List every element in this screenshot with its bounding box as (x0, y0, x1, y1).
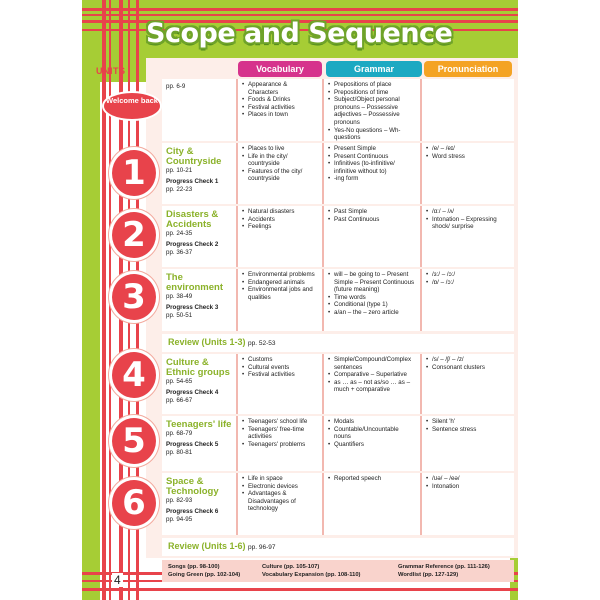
table-row-unit-1 (162, 143, 514, 204)
grammar-header: Grammar (326, 61, 422, 77)
green-side-band (82, 0, 100, 600)
pages-ref: pp. 22-23 (166, 186, 193, 193)
vocabulary-cell (236, 143, 322, 204)
list-item: • Natural disasters (242, 208, 318, 216)
list-item: • a/an – the – zero article (328, 309, 416, 317)
pages-ref: pp. 50-51 (166, 312, 193, 319)
units-cell (162, 206, 236, 267)
list-item: • Environmental problems (242, 271, 318, 279)
review-pages: pp. 96-97 (248, 544, 276, 551)
progress-check: Progress Check 1 (166, 178, 219, 185)
pages-ref: pp. 94-95 (166, 516, 193, 523)
vocabulary-cell (236, 473, 322, 535)
unit-number-badge: 3 (112, 274, 156, 320)
unit-title: Space & Technology (166, 476, 219, 497)
list-item: • will – be going to – Present Simple – Present Continuous (future meaning) (328, 271, 416, 294)
vocabulary-cell (236, 416, 322, 471)
unit-number-badge: 4 (112, 352, 156, 398)
grammar-cell (322, 473, 420, 535)
list-item: • Advantages & Disadvantages of technology (242, 490, 318, 513)
pronunciation-cell (420, 143, 514, 204)
footer-link-wordlist: Wordlist (pp. 127-129) (398, 572, 459, 578)
list-item: • /ɒ/ – /ɔ:/ (426, 279, 510, 287)
list-item: • Intonation (426, 483, 510, 491)
grammar-cell (322, 206, 420, 267)
list-item: • Places in town (242, 111, 318, 119)
red-stripe (82, 14, 518, 16)
pages-ref: pp. 38-49 (166, 293, 193, 300)
list-item: • Prepositions of time (328, 89, 416, 97)
grammar-cell (322, 416, 420, 471)
pages-ref: pp. 80-81 (166, 449, 193, 456)
list-item: • /ʊə/ – /eə/ (426, 475, 510, 483)
vocabulary-cell (236, 206, 322, 267)
list-item: • Life in space (242, 475, 318, 483)
list-item: • Prepositions of place (328, 81, 416, 89)
units-cell (162, 473, 236, 535)
list-item: • Feelings (242, 223, 318, 231)
page-number: 4 (114, 573, 121, 587)
progress-check: Progress Check 3 (166, 304, 219, 311)
table-row-unit-4 (162, 354, 514, 414)
list-item: • /ɜ:/ – /ɔ:/ (426, 271, 510, 279)
footer-link-grammar-reference: Grammar Reference (pp. 111-126) (398, 564, 490, 570)
progress-check: Progress Check 6 (166, 508, 219, 515)
review-pages: pp. 52-53 (248, 340, 276, 347)
list-item: • Teenagers' problems (242, 441, 318, 449)
list-item: • Endangered animals (242, 279, 318, 287)
unit-number-badge: 2 (112, 212, 156, 258)
list-item: • Yes-No questions – Wh- questions (328, 127, 416, 142)
unit-title: Teenagers' life (166, 419, 232, 430)
pages-ref: pp. 68-79 (166, 430, 193, 437)
list-item: • Places to live (242, 145, 318, 153)
pronunciation-cell (420, 416, 514, 471)
units-cell (162, 354, 236, 414)
pronunciation-cell (420, 354, 514, 414)
welcome-back-badge: Welcome back (104, 93, 160, 119)
appendix-footer (162, 560, 514, 582)
list-item: • Consonant clusters (426, 364, 510, 372)
red-stripe (82, 588, 518, 591)
footer-link-vocab-expansion: Vocabulary Expansion (pp. 108-110) (262, 572, 361, 578)
footer-link-culture: Culture (pp. 105-107) (262, 564, 320, 570)
list-item: • Past Simple (328, 208, 416, 216)
list-item: • Foods & Drinks (242, 96, 318, 104)
pages-ref: pp. 6-9 (166, 83, 186, 90)
footer-link-songs: Songs (pp. 98-100) (168, 564, 220, 570)
list-item: • Modals (328, 418, 416, 426)
red-stripe (109, 0, 111, 600)
pages-ref: pp. 36-37 (166, 249, 193, 256)
list-item: • Electronic devices (242, 483, 318, 491)
grammar-cell (322, 143, 420, 204)
scope-and-sequence-page (82, 0, 518, 600)
list-item: • Features of the city/ countryside (242, 168, 318, 183)
vocabulary-cell (236, 79, 322, 141)
grammar-cell (322, 269, 420, 331)
units-cell (162, 269, 236, 331)
list-item: • -ing form (328, 175, 416, 183)
list-item: • Countable/Uncountable nouns (328, 426, 416, 441)
unit-title: Disasters & Accidents (166, 209, 219, 230)
review-units-1-6 (162, 538, 514, 556)
list-item: • Present Simple (328, 145, 416, 153)
list-item: • Time words (328, 294, 416, 302)
list-item: • Festival activities (242, 371, 318, 379)
red-stripe (102, 0, 106, 600)
list-item: • Accidents (242, 216, 318, 224)
footer-link-going-green: Going Green (pp. 102-104) (168, 572, 241, 578)
vocabulary-cell (236, 269, 322, 331)
table-row-unit-5 (162, 416, 514, 471)
table-row-unit-2 (162, 206, 514, 267)
list-item: • Teenagers' free-time activities (242, 426, 318, 441)
unit-title: Culture & Ethnic groups (166, 357, 230, 378)
units-cell (162, 143, 236, 204)
list-item: • Word stress (426, 153, 510, 161)
pages-ref: pp. 54-65 (166, 378, 193, 385)
pronunciation-cell (420, 79, 514, 141)
review-label: Review (Units 1-6) (168, 541, 246, 551)
list-item: • /ɑ:/ – /ʌ/ (426, 208, 510, 216)
table-row-welcome (162, 79, 514, 141)
list-item: • Teenagers' school life (242, 418, 318, 426)
progress-check: Progress Check 2 (166, 241, 219, 248)
unit-number-badge: 6 (112, 480, 156, 526)
review-units-1-3 (162, 334, 514, 352)
table-row-unit-6 (162, 473, 514, 535)
page-title: Scope and Sequence (146, 18, 453, 49)
grammar-cell (322, 354, 420, 414)
list-item: • Conditional (type 1) (328, 301, 416, 309)
table-row-unit-3 (162, 269, 514, 331)
pages-ref: pp. 10-21 (166, 167, 193, 174)
list-item: • Customs (242, 356, 318, 364)
unit-number-badge: 1 (112, 150, 156, 196)
grammar-cell (322, 79, 420, 141)
list-item: • Intonation – Expressing shock/ surprise (426, 216, 510, 231)
list-item: • Reported speech (328, 475, 416, 483)
list-item: • /s/ – /ʃ/ – /z/ (426, 356, 510, 364)
pronunciation-cell (420, 473, 514, 535)
unit-title: City & Countryside (166, 146, 222, 167)
pages-ref: pp. 82-93 (166, 497, 193, 504)
list-item: • as … as – not as/so … as – much + comparative (328, 379, 416, 394)
list-item: • Infinitives (to-infinitive/ infinitive without to) (328, 160, 416, 175)
vocabulary-cell (236, 354, 322, 414)
pages-ref: pp. 66-67 (166, 397, 193, 404)
list-item: • Past Continuous (328, 216, 416, 224)
units-header: UNITS (96, 66, 126, 76)
units-cell (162, 416, 236, 471)
red-stripe (82, 8, 518, 11)
list-item: • Cultural events (242, 364, 318, 372)
pronunciation-cell (420, 206, 514, 267)
list-item: • Silent 'h' (426, 418, 510, 426)
unit-title: The environment (166, 272, 224, 293)
list-item: • Comparative – Superlative (328, 371, 416, 379)
list-item: • /e/ – /eɪ/ (426, 145, 510, 153)
list-item: • Life in the city/ countryside (242, 153, 318, 168)
list-item: • Present Continuous (328, 153, 416, 161)
list-item: • Appearance & Characters (242, 81, 318, 96)
unit-number-badge: 5 (112, 418, 156, 464)
vocabulary-header: Vocabulary (238, 61, 322, 77)
list-item: • Festival activities (242, 104, 318, 112)
list-item: • Quantifiers (328, 441, 416, 449)
list-item: • Simple/Compound/Complex sentences (328, 356, 416, 371)
pronunciation-cell (420, 269, 514, 331)
pronunciation-header: Pronunciation (424, 61, 512, 77)
list-item: • Subject/Object personal pronouns – Possessive adjectives – Possessive pronouns (328, 96, 416, 126)
pages-ref: pp. 24-35 (166, 230, 193, 237)
progress-check: Progress Check 5 (166, 441, 219, 448)
review-label: Review (Units 1-3) (168, 337, 246, 347)
list-item: • Environmental jobs and qualities (242, 286, 318, 301)
units-cell (162, 79, 236, 141)
list-item: • Sentence stress (426, 426, 510, 434)
progress-check: Progress Check 4 (166, 389, 219, 396)
